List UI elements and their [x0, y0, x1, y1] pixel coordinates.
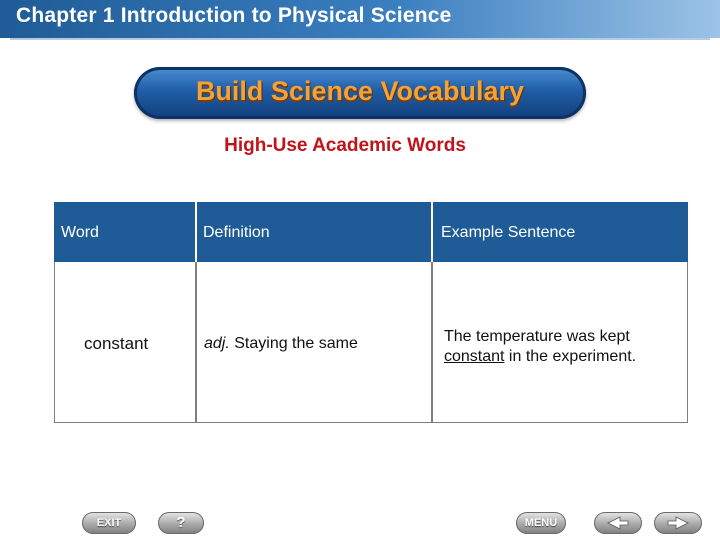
left-arrow-icon: [606, 516, 630, 530]
exit-button[interactable]: EXIT: [82, 512, 136, 534]
definition-text: Staying the same: [229, 335, 358, 352]
back-button[interactable]: [594, 512, 642, 534]
example-keyword: constant: [444, 348, 505, 365]
example-line-1: The temperature was kept: [444, 328, 630, 345]
definition-cell: [204, 334, 358, 354]
header-column-divider: [195, 202, 197, 262]
banner-title: Build Science Vocabulary: [195, 76, 525, 106]
table-header-row: [54, 202, 688, 262]
column-header-definition: Definition: [203, 224, 270, 241]
right-arrow-icon: [666, 516, 690, 530]
header-divider: [10, 38, 710, 40]
chapter-header-bar: [0, 0, 720, 38]
table-row: [54, 262, 688, 423]
word-cell: constant: [84, 334, 149, 353]
example-line-2-rest: in the experiment.: [504, 348, 637, 365]
header-column-divider: [431, 202, 433, 262]
menu-button[interactable]: MENU: [516, 512, 566, 534]
column-header-example: Example Sentence: [441, 224, 576, 241]
example-line-2: [444, 347, 636, 367]
vocabulary-table: [54, 202, 688, 423]
section-subtitle: High-Use Academic Words: [224, 135, 466, 156]
column-header-word: Word: [61, 224, 99, 241]
vocabulary-banner: [134, 67, 586, 119]
part-of-speech: adj.: [204, 335, 230, 352]
chapter-title: Chapter 1 Introduction to Physical Science: [16, 4, 452, 27]
help-button[interactable]: ?: [158, 512, 204, 534]
next-button[interactable]: [654, 512, 702, 534]
example-cell: [444, 327, 636, 367]
